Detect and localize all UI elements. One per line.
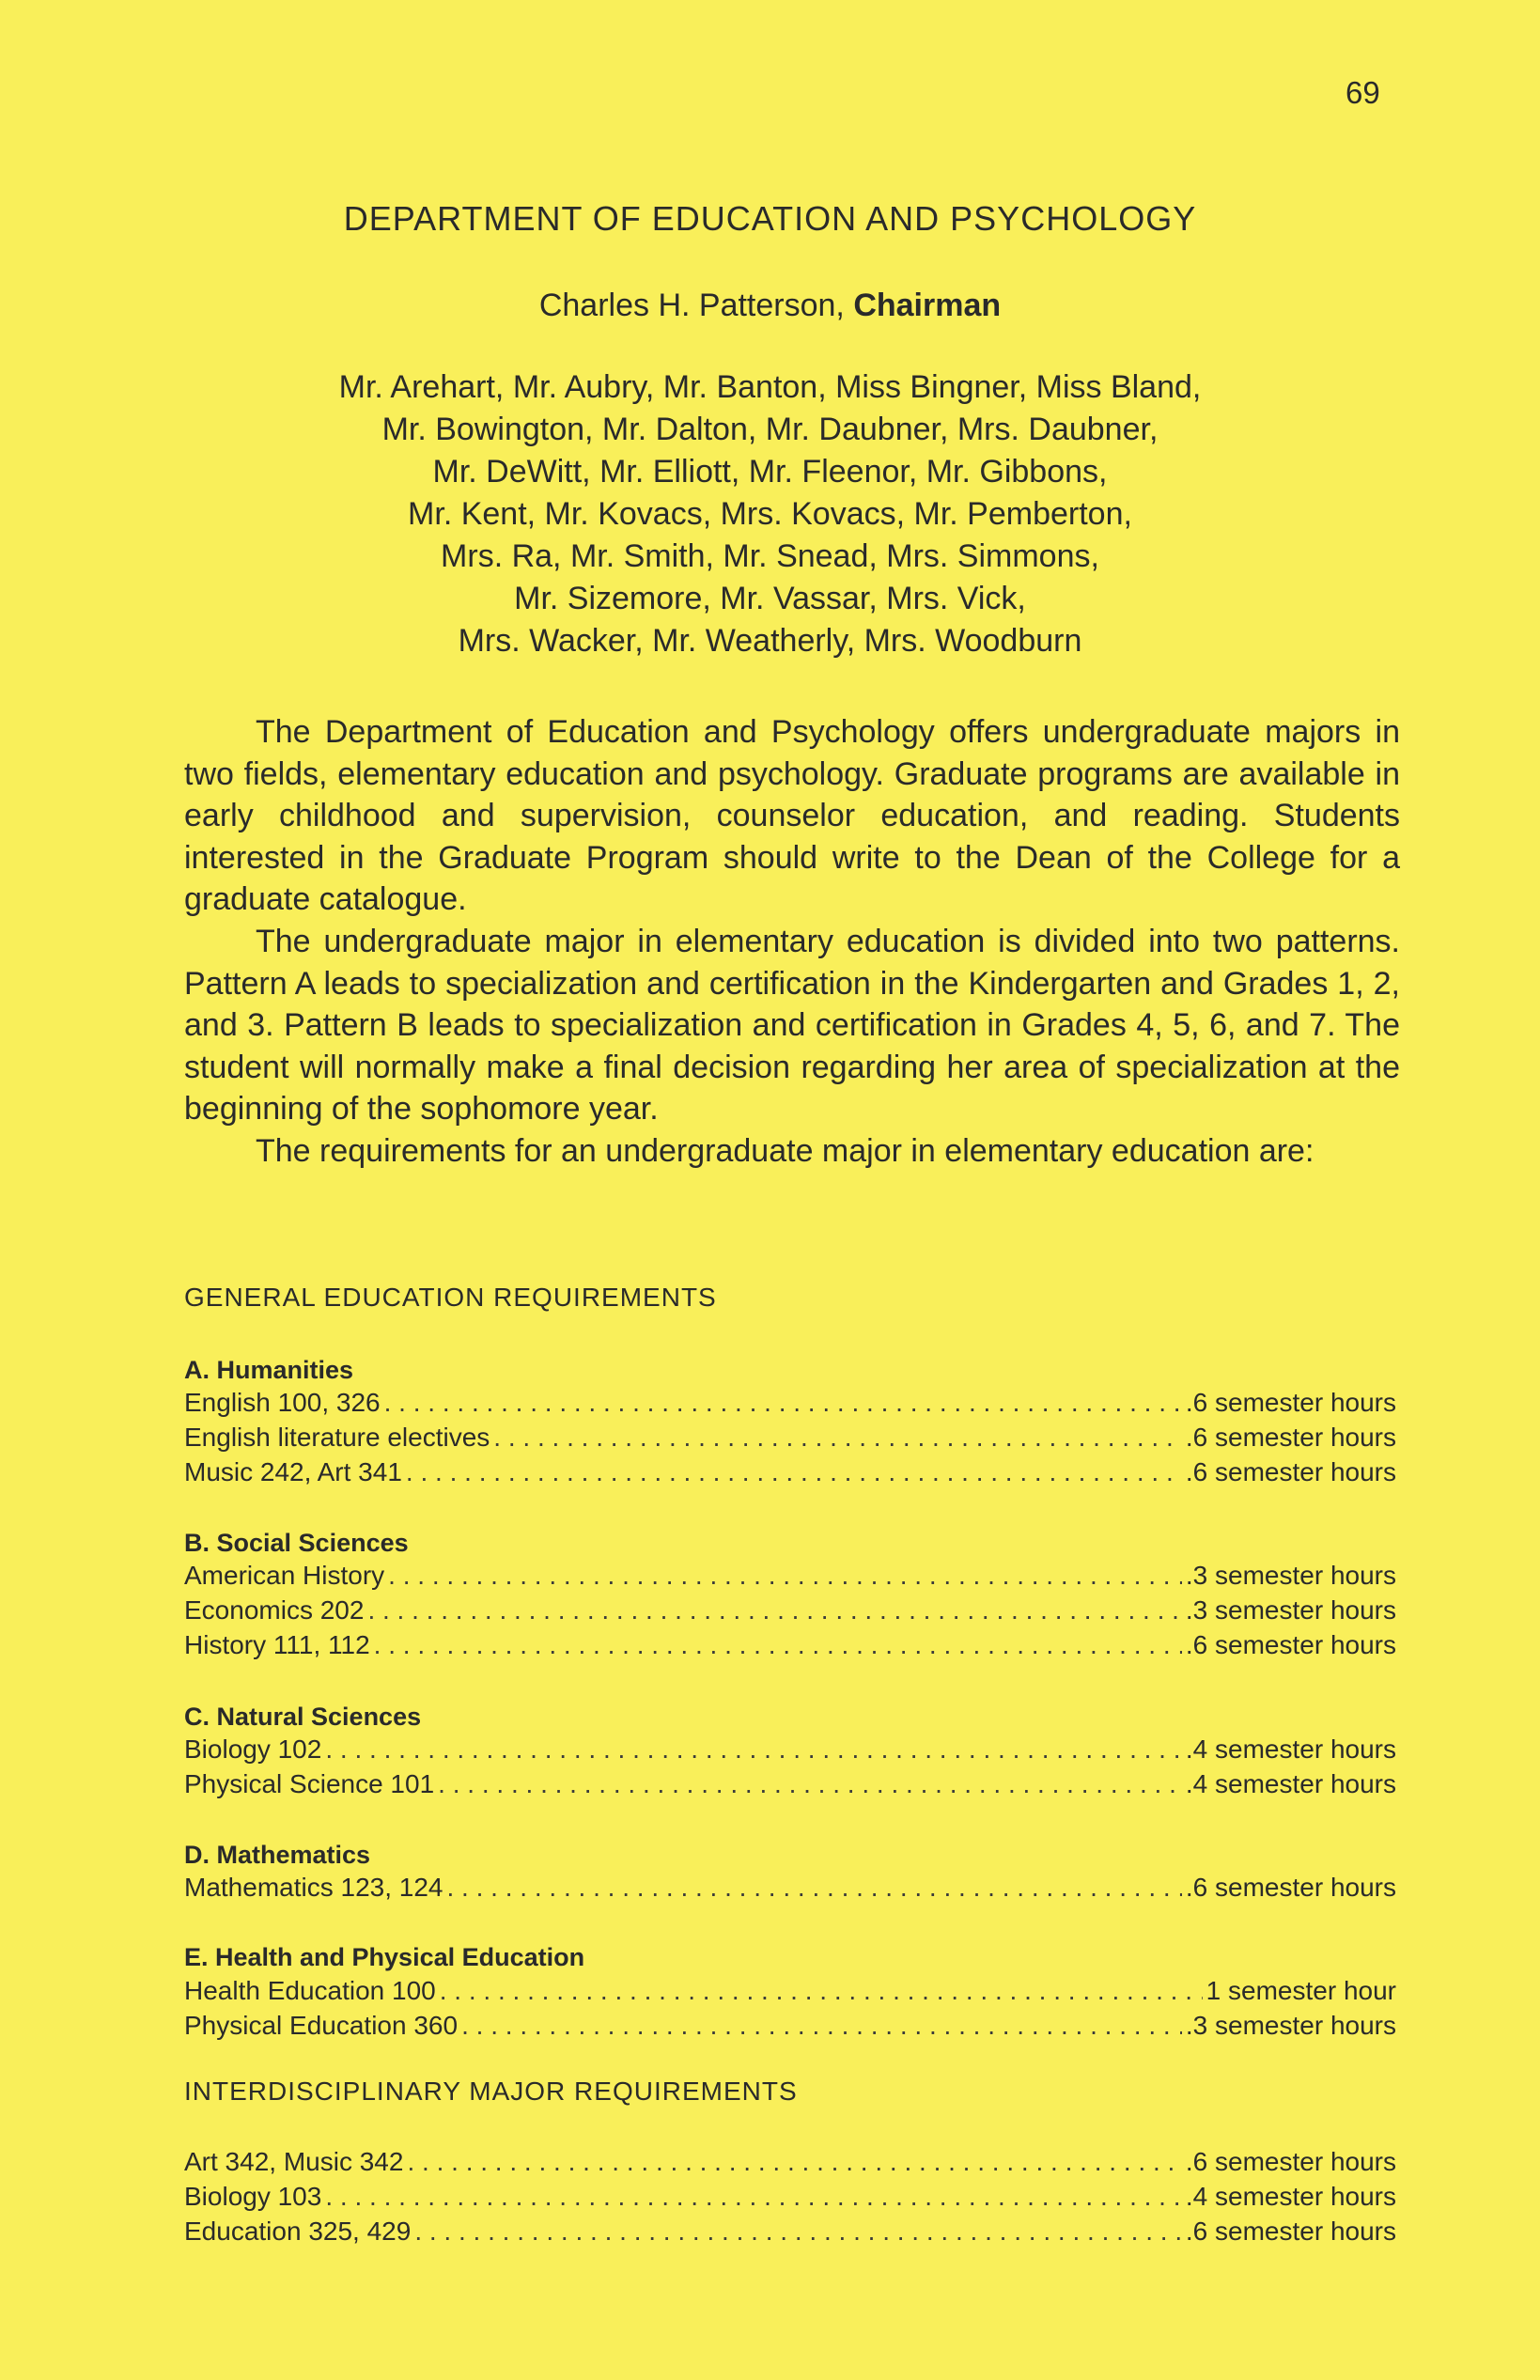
course-hours: .6 semester hours <box>1185 1423 1396 1452</box>
course-hours: .4 semester hours <box>1185 1769 1396 1798</box>
course-hours: .6 semester hours <box>1185 2147 1396 2176</box>
natural-sciences-heading: C. Natural Sciences <box>184 1703 422 1731</box>
dot-leader <box>406 1457 1182 1487</box>
requirement-row <box>184 2147 1396 2181</box>
course-name: Music 242, Art 341 <box>184 1457 402 1486</box>
course-hours: .3 semester hours <box>1185 1595 1396 1625</box>
faculty-line: Mr. DeWitt, Mr. Elliott, Mr. Fleenor, Mr. Gibbons, <box>432 454 1108 490</box>
course-name: Mathematics 123, 124 <box>184 1873 443 1902</box>
course-name: English literature electives <box>184 1423 490 1452</box>
course-hours: .6 semester hours <box>1185 1457 1396 1486</box>
chairman-role: Chairman <box>853 288 1002 323</box>
course-name: History 111, 112 <box>184 1630 370 1659</box>
course-hours: .4 semester hours <box>1185 1734 1396 1764</box>
dot-leader <box>461 2011 1182 2041</box>
course-name: American History <box>184 1561 385 1590</box>
dot-leader <box>367 1595 1181 1626</box>
requirement-row <box>184 2011 1396 2045</box>
dot-leader <box>414 2217 1182 2247</box>
requirement-row <box>184 1595 1396 1629</box>
paragraph: The requirements for an undergraduate major in elementary education are: <box>256 1132 1314 1169</box>
course-name: English 100, 326 <box>184 1388 381 1417</box>
dot-leader <box>374 1630 1182 1660</box>
faculty-line: Mrs. Ra, Mr. Smith, Mr. Snead, Mrs. Simmons, <box>441 538 1099 574</box>
dot-leader <box>447 1873 1182 1903</box>
course-hours: .3 semester hours <box>1185 2011 1396 2040</box>
dot-leader <box>325 1734 1182 1765</box>
paragraph: The undergraduate major in elementary education is divided into two patterns. Pattern A leads to specialization and certification in the Kindergarten and Grades 1, 2, and 3. Pattern B leads to specialization and certification in Grades 4, 5, 6, and 7. The student will normally make a final decision regarding her area of specialization at the beginning of the sophomore year. <box>184 923 1400 1128</box>
requirement-row <box>184 2217 1396 2250</box>
requirement-row <box>184 1734 1396 1768</box>
requirement-row <box>184 1457 1396 1491</box>
course-name: Economics 202 <box>184 1595 365 1625</box>
course-hours: .6 semester hours <box>1185 1630 1396 1659</box>
requirement-row <box>184 1769 1396 1803</box>
faculty-list <box>0 366 1540 662</box>
course-name: Health Education 100 <box>184 1976 436 2005</box>
paragraph: The Department of Education and Psychology offers undergraduate majors in two fields, elementary education and psychology. Graduate programs are available in early childhood and supervision, counselor education, and reading. Students interested in the Graduate Program should write to the Dean of the College for a graduate catalogue. <box>184 714 1400 918</box>
course-name: Education 325, 429 <box>184 2217 412 2246</box>
requirement-row <box>184 1423 1396 1456</box>
faculty-line: Mrs. Wacker, Mr. Weatherly, Mrs. Woodburn <box>458 623 1082 659</box>
humanities-heading: A. Humanities <box>184 1356 354 1384</box>
faculty-line: Mr. Bowington, Mr. Dalton, Mr. Daubner, Mrs. Daubner, <box>381 412 1159 447</box>
course-hours: .4 semester hours <box>1185 2182 1396 2211</box>
course-hours: .3 semester hours <box>1185 1561 1396 1590</box>
general-education-heading: GENERAL EDUCATION REQUIREMENTS <box>184 1283 717 1312</box>
faculty-line: Mr. Sizemore, Mr. Vassar, Mrs. Vick, <box>514 581 1026 616</box>
course-name: Biology 102 <box>184 1734 322 1764</box>
faculty-line: Mr. Arehart, Mr. Aubry, Mr. Banton, Miss Bingner, Miss Bland, <box>338 369 1202 405</box>
course-name: Physical Science 101 <box>184 1769 435 1798</box>
department-title: DEPARTMENT OF EDUCATION AND PSYCHOLOGY <box>343 199 1197 238</box>
chairman-name: Charles H. Patterson, <box>538 288 854 323</box>
department-description <box>184 711 1400 1173</box>
dot-leader <box>384 1388 1182 1418</box>
requirement-row <box>184 1630 1396 1664</box>
faculty-line: Mr. Kent, Mr. Kovacs, Mrs. Kovacs, Mr. Pemberton, <box>408 496 1132 532</box>
health-pe-heading: E. Health and Physical Education <box>184 1943 585 1971</box>
dot-leader <box>407 2147 1181 2177</box>
dot-leader <box>440 1976 1203 2006</box>
requirement-row <box>184 1561 1396 1594</box>
requirement-row <box>184 1388 1396 1422</box>
requirement-row <box>184 1873 1396 1906</box>
requirement-row <box>184 2182 1396 2216</box>
course-name: Physical Education 360 <box>184 2011 459 2040</box>
chairman-line <box>0 288 1540 324</box>
course-name: Biology 103 <box>184 2182 322 2211</box>
course-hours: .6 semester hours <box>1185 1388 1396 1417</box>
course-hours: .6 semester hours <box>1185 2217 1396 2246</box>
social-sciences-heading: B. Social Sciences <box>184 1529 409 1557</box>
dot-leader <box>438 1769 1182 1799</box>
course-hours: .6 semester hours <box>1185 1873 1396 1902</box>
dot-leader <box>493 1423 1182 1453</box>
mathematics-heading: D. Mathematics <box>184 1841 371 1869</box>
dot-leader <box>325 2182 1182 2212</box>
course-name: Art 342, Music 342 <box>184 2147 404 2176</box>
course-hours: 1 semester hour <box>1206 1976 1396 2005</box>
page-number: 69 <box>1346 75 1380 110</box>
requirement-row <box>184 1976 1396 2010</box>
interdisciplinary-heading: INTERDISCIPLINARY MAJOR REQUIREMENTS <box>184 2077 798 2106</box>
dot-leader <box>388 1561 1182 1591</box>
